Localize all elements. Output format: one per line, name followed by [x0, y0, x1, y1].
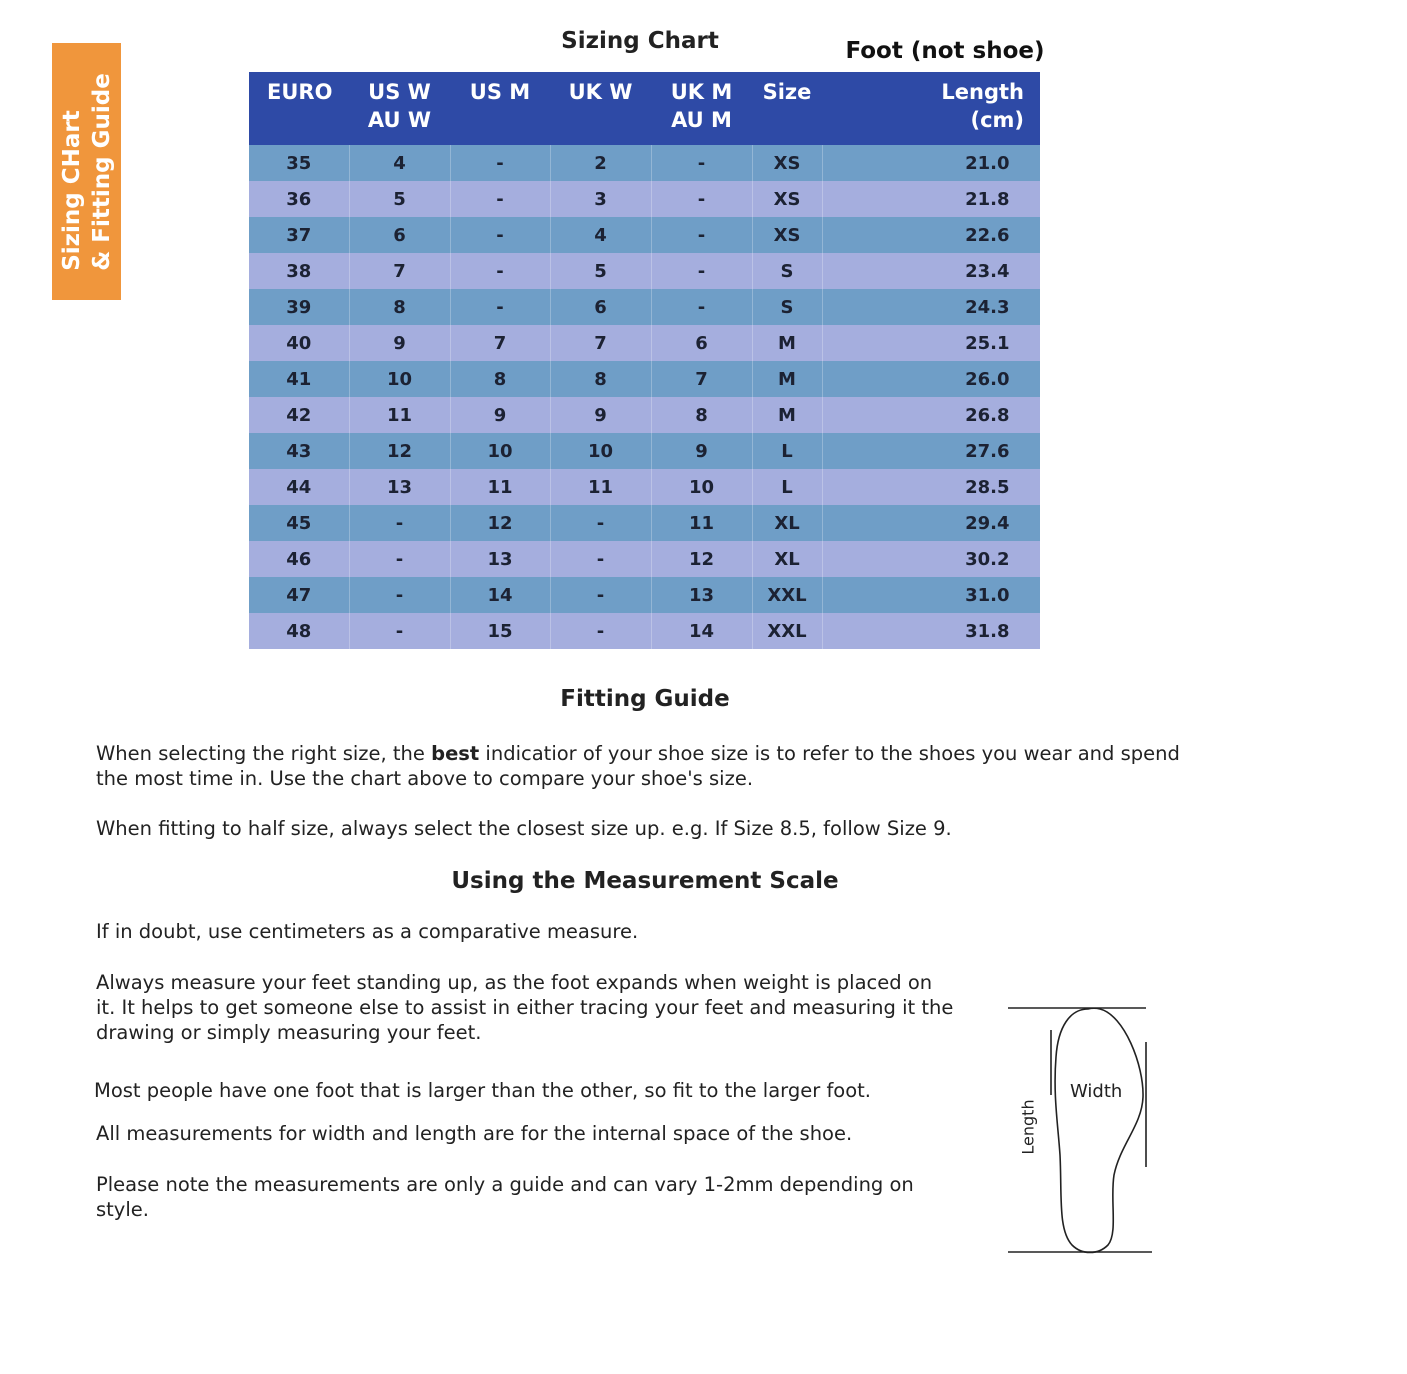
table-cell: XXL	[752, 613, 822, 649]
sizing-table-body	[249, 145, 1040, 649]
table-cell: L	[752, 469, 822, 505]
table-row	[249, 577, 1040, 613]
side-tab-line1: Sizing CHart	[58, 109, 85, 271]
col-header-us-w: US W AU W	[349, 72, 450, 145]
table-cell: XS	[752, 145, 822, 181]
table-cell: 6	[349, 217, 450, 253]
table-cell: 43	[249, 433, 349, 469]
table-cell: 13	[450, 541, 550, 577]
table-cell: 42	[249, 397, 349, 433]
table-cell: 3	[550, 181, 651, 217]
table-cell: -	[349, 613, 450, 649]
table-cell: 29.4	[822, 505, 1040, 541]
table-cell: -	[550, 541, 651, 577]
table-cell: 44	[249, 469, 349, 505]
table-cell: 8	[651, 397, 752, 433]
sizing-table	[249, 72, 1041, 649]
table-cell: -	[450, 253, 550, 289]
table-cell: 14	[450, 577, 550, 613]
table-cell: XL	[752, 541, 822, 577]
table-cell: XS	[752, 217, 822, 253]
table-cell: 11	[550, 469, 651, 505]
table-cell: -	[651, 217, 752, 253]
table-cell: 14	[651, 613, 752, 649]
table-cell: -	[550, 505, 651, 541]
table-cell: 8	[349, 289, 450, 325]
table-cell: 38	[249, 253, 349, 289]
table-cell: 37	[249, 217, 349, 253]
table-cell: -	[349, 541, 450, 577]
length-label: Length	[1018, 1099, 1038, 1155]
table-cell: -	[651, 289, 752, 325]
table-cell: XS	[752, 181, 822, 217]
table-cell: 41	[249, 361, 349, 397]
table-cell: 40	[249, 325, 349, 361]
side-tab-line2: & Fitting Guide	[88, 72, 115, 271]
table-cell: 26.0	[822, 361, 1040, 397]
table-cell: 23.4	[822, 253, 1040, 289]
table-cell: 9	[550, 397, 651, 433]
table-cell: -	[550, 613, 651, 649]
table-cell: 7	[450, 325, 550, 361]
table-cell: 5	[550, 253, 651, 289]
table-cell: 10	[651, 469, 752, 505]
table-cell: 4	[550, 217, 651, 253]
measurement-paragraph-3: Most people have one foot that is larger than the other, so fit to the larger foot.	[94, 1079, 872, 1102]
table-cell: 2	[550, 145, 651, 181]
table-row	[249, 217, 1040, 253]
table-cell: 8	[550, 361, 651, 397]
table-row	[249, 505, 1040, 541]
table-cell: 7	[651, 361, 752, 397]
table-cell: L	[752, 433, 822, 469]
table-cell: XXL	[752, 577, 822, 613]
table-cell: 13	[651, 577, 752, 613]
measurement-scale-title: Using the Measurement Scale	[451, 868, 839, 894]
table-row	[249, 433, 1040, 469]
table-cell: 5	[349, 181, 450, 217]
table-cell: -	[651, 253, 752, 289]
width-label: Width	[1070, 1081, 1123, 1102]
fitting-guide-paragraph-1: When selecting the right size, the best indicatior of your shoe size is to refer to the shoes you wear and spend the most time in. Use the chart above to compare your shoe's size.	[96, 742, 1180, 790]
table-cell: 11	[651, 505, 752, 541]
table-cell: 12	[349, 433, 450, 469]
table-cell: 46	[249, 541, 349, 577]
table-cell: M	[752, 325, 822, 361]
table-cell: -	[450, 181, 550, 217]
table-row	[249, 289, 1040, 325]
col-header-uk-w: UK W	[550, 72, 651, 145]
table-row	[249, 361, 1040, 397]
table-cell: 36	[249, 181, 349, 217]
table-cell: -	[651, 145, 752, 181]
table-cell: 10	[349, 361, 450, 397]
table-cell: 22.6	[822, 217, 1040, 253]
table-cell: 10	[450, 433, 550, 469]
side-tab	[52, 43, 121, 300]
table-cell: -	[450, 217, 550, 253]
table-cell: 15	[450, 613, 550, 649]
col-header-size: Size	[752, 72, 822, 145]
table-row	[249, 181, 1040, 217]
table-cell: -	[550, 577, 651, 613]
table-cell: 31.8	[822, 613, 1040, 649]
table-cell: -	[651, 181, 752, 217]
table-cell: 39	[249, 289, 349, 325]
table-cell: 10	[550, 433, 651, 469]
table-cell: 25.1	[822, 325, 1040, 361]
table-cell: 27.6	[822, 433, 1040, 469]
foot-note-label: Foot (not shoe)	[845, 38, 1045, 64]
table-cell: 9	[349, 325, 450, 361]
table-cell: -	[450, 289, 550, 325]
table-cell: S	[752, 289, 822, 325]
table-cell: 12	[450, 505, 550, 541]
table-cell: 31.0	[822, 577, 1040, 613]
measurement-paragraph-2: Always measure your feet standing up, as the foot expands when weight is placed on it. It helps to get someone else to assist in either tracing your feet and measuring it the drawing or simply measuring your feet.	[96, 971, 954, 1044]
fitting-guide-title: Fitting Guide	[560, 686, 730, 712]
table-cell: 28.5	[822, 469, 1040, 505]
measurement-paragraph-4: All measurements for width and length are for the internal space of the shoe.	[96, 1122, 853, 1145]
table-cell: 24.3	[822, 289, 1040, 325]
measurement-paragraph-5: Please note the measurements are only a guide and can vary 1-2mm depending on style.	[96, 1173, 914, 1221]
foot-measurement-diagram	[1000, 995, 1170, 1265]
col-header-euro: EURO	[249, 72, 349, 145]
table-row	[249, 397, 1040, 433]
table-row	[249, 541, 1040, 577]
table-cell: 11	[450, 469, 550, 505]
table-cell: 6	[651, 325, 752, 361]
table-cell: 7	[550, 325, 651, 361]
table-cell: 4	[349, 145, 450, 181]
table-cell: M	[752, 361, 822, 397]
table-row	[249, 145, 1040, 181]
col-header-us-m: US M	[450, 72, 550, 145]
table-cell: 8	[450, 361, 550, 397]
table-cell: 21.8	[822, 181, 1040, 217]
table-cell: 7	[349, 253, 450, 289]
table-cell: 45	[249, 505, 349, 541]
table-cell: 6	[550, 289, 651, 325]
table-cell: M	[752, 397, 822, 433]
table-cell: 13	[349, 469, 450, 505]
sizing-chart-title: Sizing Chart	[561, 28, 719, 54]
col-header-uk-m: UK M AU M	[651, 72, 752, 145]
fitting-guide-paragraph-2: When fitting to half size, always select the closest size up. e.g. If Size 8.5, follow Size 9.	[96, 817, 952, 840]
table-cell: -	[450, 145, 550, 181]
table-row	[249, 613, 1040, 649]
table-header-row	[249, 72, 1040, 145]
side-tab-text	[57, 73, 117, 271]
table-row	[249, 325, 1040, 361]
table-cell: XL	[752, 505, 822, 541]
table-cell: 30.2	[822, 541, 1040, 577]
table-cell: 21.0	[822, 145, 1040, 181]
table-cell: 12	[651, 541, 752, 577]
table-cell: -	[349, 577, 450, 613]
table-cell: 26.8	[822, 397, 1040, 433]
table-cell: S	[752, 253, 822, 289]
table-cell: 35	[249, 145, 349, 181]
table-cell: 48	[249, 613, 349, 649]
table-cell: -	[349, 505, 450, 541]
table-row	[249, 253, 1040, 289]
measurement-paragraph-1: If in doubt, use centimeters as a comparative measure.	[96, 920, 639, 943]
col-header-length: Length (cm)	[822, 72, 1040, 145]
table-cell: 47	[249, 577, 349, 613]
table-cell: 9	[450, 397, 550, 433]
table-row	[249, 469, 1040, 505]
table-cell: 11	[349, 397, 450, 433]
table-cell: 9	[651, 433, 752, 469]
